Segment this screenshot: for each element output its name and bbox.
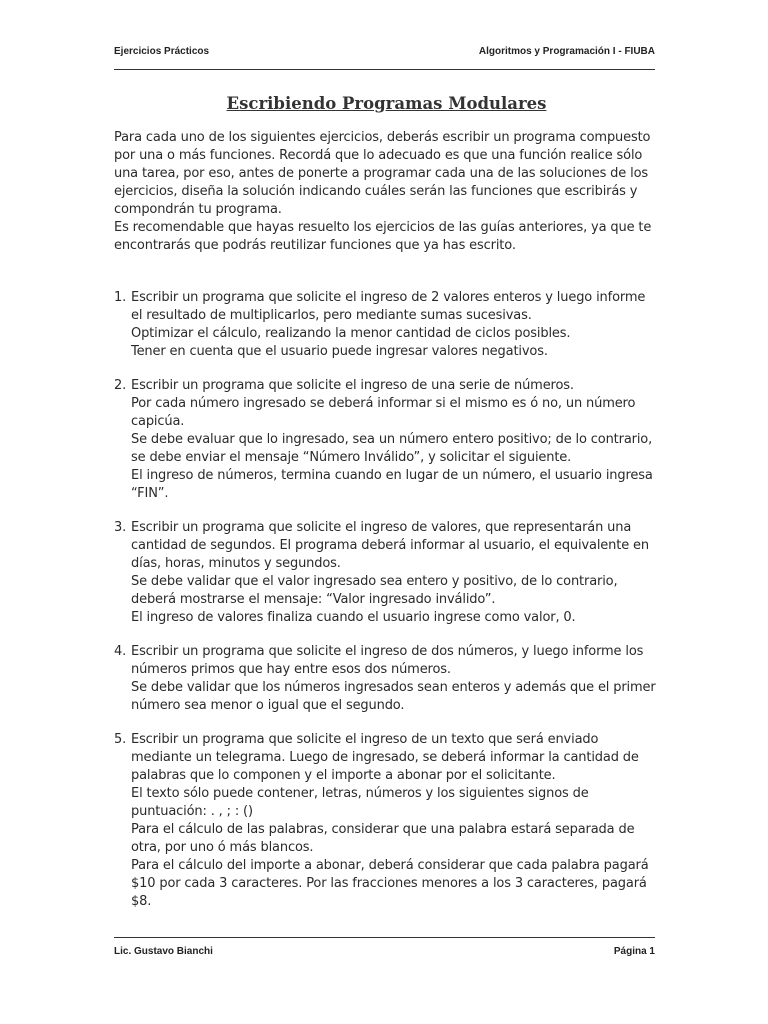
exercise-item xyxy=(114,731,659,911)
footer-divider xyxy=(114,937,655,938)
header-right: Algoritmos y Programación I - FIUBA xyxy=(478,46,655,57)
document-body xyxy=(114,93,659,911)
exercise-text: Para el cálculo de las palabras, considerar que una palabra estará separada de otra, por uno ó más blancos. xyxy=(131,822,635,855)
footer-right: Página 1 xyxy=(613,946,655,957)
exercise-text: Escribir un programa que solicite el ingreso de un texto que será enviado mediante un telegrama. Luego de ingresado, se deberá informar la cantidad de palabras que lo componen y el importe a abonar por el solicitante. xyxy=(131,732,639,783)
exercise-text: Se debe validar que el valor ingresado sea entero y positivo, de lo contrario, deberá mostrarse el mensaje: “Valor ingresado inválido”. xyxy=(131,574,618,607)
exercise-text: Escribir un programa que solicite el ingreso de 2 valores enteros y luego informe el resultado de multiplicarlos, pero mediante sumas sucesivas. xyxy=(131,290,646,323)
exercise-text: El ingreso de números, termina cuando en lugar de un número, el usuario ingresa “FIN”. xyxy=(131,468,653,501)
header-left: Ejercicios Prácticos xyxy=(114,46,210,57)
exercise-text: Por cada número ingresado se deberá informar si el mismo es ó no, un número capicúa. xyxy=(131,396,636,429)
exercise-list xyxy=(114,289,659,911)
header-divider xyxy=(114,69,655,70)
exercise-text: Escribir un programa que solicite el ingreso de una serie de números. xyxy=(131,378,574,393)
exercise-item xyxy=(114,643,659,715)
exercise-item xyxy=(114,519,659,627)
exercise-number: 5. xyxy=(114,732,127,747)
intro-paragraph: Es recomendable que hayas resuelto los ejercicios de las guías anteriores, ya que te encontrarás que podrás reutilizar funciones que ya has escrito. xyxy=(114,220,652,253)
exercise-text: Optimizar el cálculo, realizando la menor cantidad de ciclos posibles. xyxy=(131,326,571,341)
footer-left: Lic. Gustavo Bianchi xyxy=(114,946,213,957)
exercise-text: Tener en cuenta que el usuario puede ingresar valores negativos. xyxy=(131,344,548,359)
exercise-text: El texto sólo puede contener, letras, números y los siguientes signos de puntuación: . , ; : () xyxy=(131,786,589,819)
exercise-text: Escribir un programa que solicite el ingreso de dos números, y luego informe los números primos que hay entre esos dos números. xyxy=(131,644,644,677)
exercise-item xyxy=(114,289,659,361)
exercise-item xyxy=(114,377,659,503)
exercise-text: Para el cálculo del importe a abonar, deberá considerar que cada palabra pagará $10 por cada 3 caracteres. Por las fracciones menores a los 3 caracteres, pagará $8. xyxy=(131,858,649,909)
exercise-text: Escribir un programa que solicite el ingreso de valores, que representarán una cantidad de segundos. El programa deberá informar al usuario, el equivalente en días, horas, minutos y segundos. xyxy=(131,520,649,571)
exercise-number: 3. xyxy=(114,520,127,535)
intro-section xyxy=(114,129,659,255)
exercise-number: 1. xyxy=(114,290,127,305)
exercise-number: 2. xyxy=(114,378,127,393)
exercise-text: El ingreso de valores finaliza cuando el usuario ingrese como valor, 0. xyxy=(131,610,576,625)
exercise-text: Se debe evaluar que lo ingresado, sea un número entero positivo; de lo contrario, se debe enviar el mensaje “Número Inválido”, y solicitar el siguiente. xyxy=(131,432,653,465)
exercise-text: Se debe validar que los números ingresados sean enteros y además que el primer número sea menor o igual que el segundo. xyxy=(131,680,656,713)
exercise-number: 4. xyxy=(114,644,127,659)
page-title: Escribiendo Programas Modulares xyxy=(226,94,547,113)
intro-paragraph: Para cada uno de los siguientes ejercicios, deberás escribir un programa compuesto por una o más funciones. Recordá que lo adecuado es que una función realice sólo una tarea, por eso, antes de ponerte a programar cada una de las soluciones de los ejercicios, diseña la solución indicando cuáles serán las funciones que escribirás y compondrán tu programa. xyxy=(114,130,651,217)
